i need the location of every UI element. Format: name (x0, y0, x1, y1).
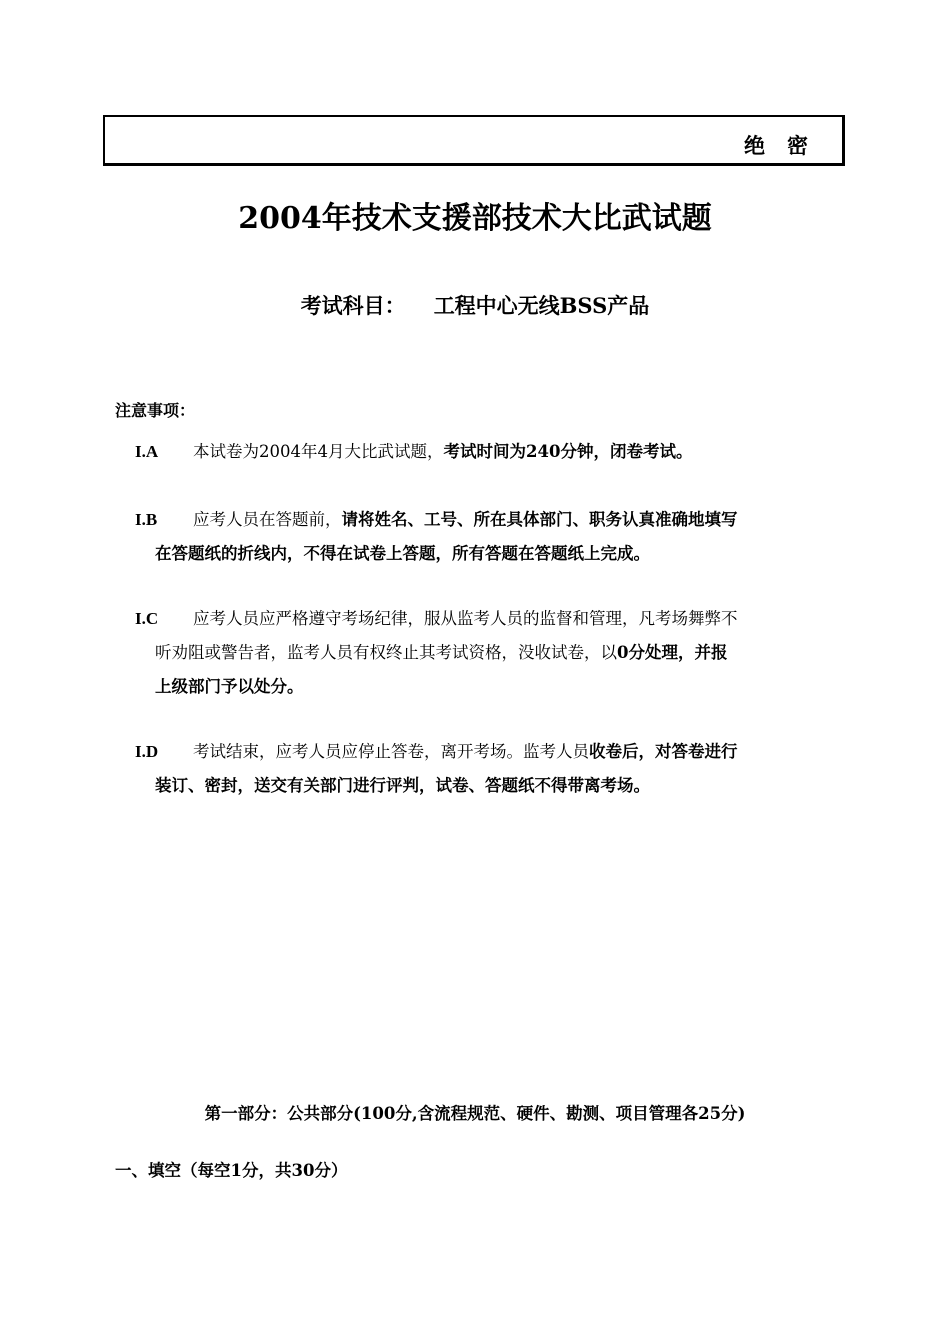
notice-line (135, 636, 835, 670)
notice-text-bold: 请将姓名、工号、所在具体部门、职务认真准确地填写 (341, 510, 738, 529)
notice-item-label: I.A (135, 442, 159, 461)
notice-text: 应考人员应严格遵守考场纪律，服从监考人员的监督和管理，凡考场舞弊不 (193, 609, 738, 628)
secret-box (103, 115, 845, 166)
subject-label: 考试科目： (300, 293, 406, 318)
notice-item (135, 435, 835, 469)
notice-line (135, 537, 835, 571)
notice-line (135, 670, 835, 704)
exam-subject (0, 290, 950, 320)
notice-item-label: I.D (135, 742, 159, 761)
notice-line (135, 735, 835, 769)
notice-text: 应考人员在答题前， (193, 510, 342, 529)
notice-line (135, 602, 835, 636)
notice-text-bold: 考试时间为240分钟，闭卷考试。 (443, 442, 693, 461)
secret-label: 绝密 (744, 133, 830, 158)
part-title: 第一部分：公共部分(100分,含流程规范、硬件、勘测、项目管理各25分) (204, 1104, 746, 1123)
notice-text: 本试卷为2004年4月大比武试题， (193, 442, 444, 461)
notice-text-bold: 上级部门予以处分。 (155, 677, 304, 696)
notice-text-bold: 0分处理，并报 (617, 643, 728, 662)
notice-item (135, 503, 835, 571)
notice-line (135, 769, 835, 803)
notice-line (135, 435, 835, 469)
page-title: 2004年技术支援部技术大比武试题 (238, 201, 712, 236)
notice-text-bold: 在答题纸的折线内，不得在试卷上答题，所有答题在答题纸上完成。 (155, 544, 650, 563)
notice-text: 听劝阻或警告者，监考人员有权终止其考试资格，没收试卷，以 (155, 643, 617, 662)
notice-item (135, 735, 835, 803)
notice-item (135, 602, 835, 704)
notice-line (135, 503, 835, 537)
notice-text-bold: 装订、密封，送交有关部门进行评判，试卷、答题纸不得带离考场。 (155, 776, 650, 795)
notice-item-label: I.C (135, 609, 159, 628)
notice-item-label: I.B (135, 510, 158, 529)
section-title: 一、填空（每空1分，共30分） (115, 1161, 348, 1180)
notice-title: 注意事项： (115, 401, 196, 420)
notice-text: 考试结束，应考人员应停止答卷，离开考场。监考人员 (193, 742, 589, 761)
notice-text-bold: 收卷后，对答卷进行 (589, 742, 738, 761)
subject-value: 工程中心无线BSS产品 (433, 293, 650, 318)
